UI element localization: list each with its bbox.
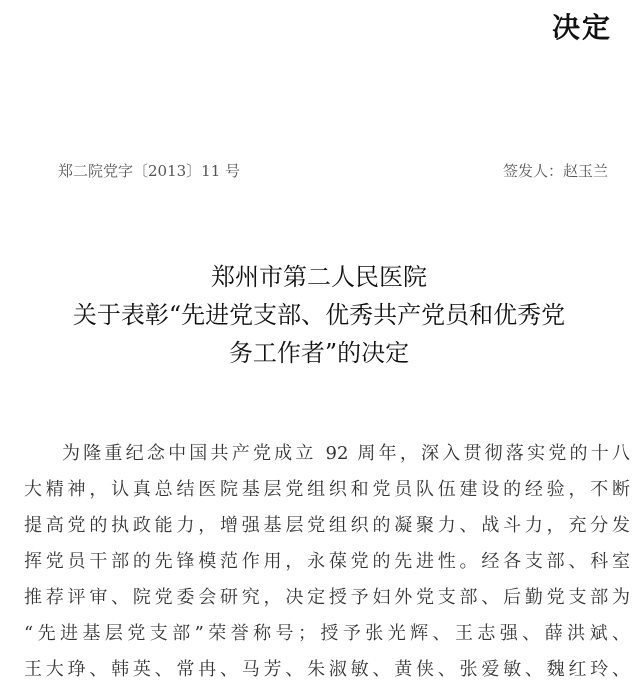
document-type-heading: 决定	[551, 11, 612, 44]
body-line: 推荐评审、院党委会研究，决定授予妇外党支部、后勤党支部为	[24, 587, 630, 608]
body-line: 大精神，认真总结医院基层党组织和党员队伍建设的经验，不断	[24, 479, 630, 500]
body-line: 挥党员干部的先锋模范作用，永葆党的先进性。经各支部、科室	[24, 551, 630, 572]
document-meta-row	[58, 160, 608, 181]
title-line-1: 郑州市第二人民医院	[211, 263, 427, 291]
document-title	[0, 258, 638, 372]
body-line: 王大琤、韩英、常冉、马芳、朱淑敏、黄侠、张爱敏、魏红玲、	[24, 659, 630, 680]
document-number: 郑二院党字〔2013〕11 号	[58, 162, 241, 180]
body-line: 提高党的执政能力，增强基层党组织的凝聚力、战斗力，充分发	[24, 515, 630, 536]
title-line-2: 关于表彰“先进党支部、优秀共产党员和优秀党	[72, 301, 566, 329]
document-body	[24, 436, 630, 688]
body-line: “先进基层党支部”荣誉称号；授予张光辉、王志强、薛洪斌、	[24, 623, 630, 644]
title-line-3: 务工作者”的决定	[228, 339, 410, 367]
signer-name: 签发人：赵玉兰	[502, 162, 608, 180]
body-line: 为隆重纪念中国共产党成立 92 周年，深入贯彻落实党的十八	[62, 443, 630, 464]
